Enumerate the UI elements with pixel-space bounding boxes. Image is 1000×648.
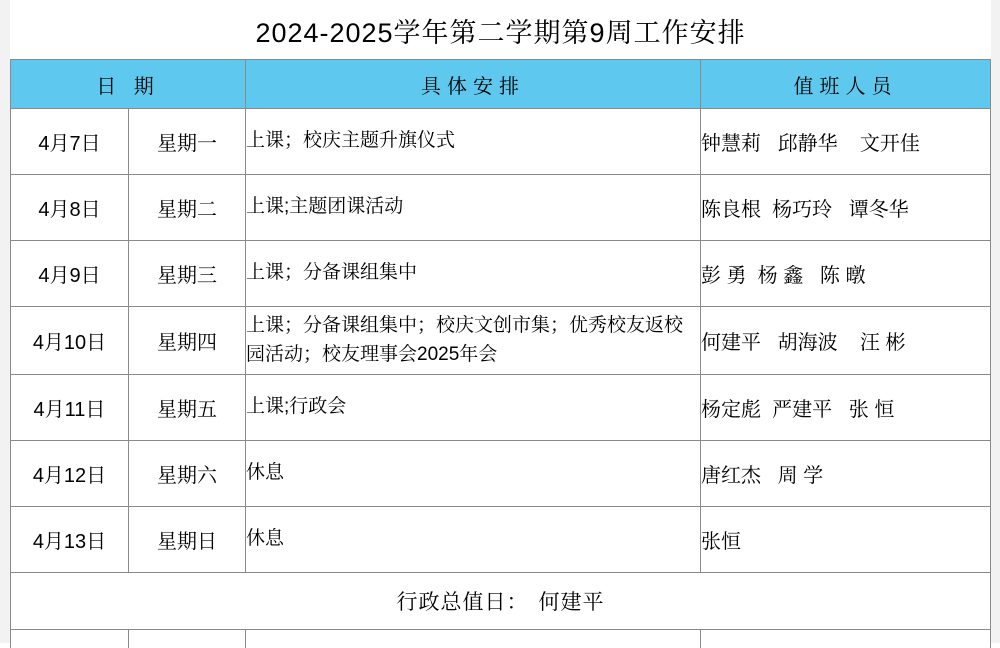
row-staff: 杨定彪 严建平 张 恒: [701, 375, 991, 441]
row-weekday: 星期六: [129, 441, 246, 507]
row-date: 4月10日: [11, 307, 129, 375]
row-weekday: 星期一: [129, 109, 246, 175]
header-row: [11, 60, 991, 109]
row-detail: 休息: [246, 507, 701, 573]
row-weekday: 星期三: [129, 241, 246, 307]
row-staff: 何建平 胡海波 汪 彬: [701, 307, 991, 375]
row-staff: 张恒: [701, 507, 991, 573]
column-header-date: 日 期: [11, 60, 246, 109]
row-staff: 陈良根 杨巧玲 谭冬华: [701, 175, 991, 241]
page-edge-left: [0, 0, 10, 643]
row-staff: 钟慧莉 邱静华 文开佳: [701, 109, 991, 175]
table-row: [11, 375, 991, 441]
row-date: 4月13日: [11, 507, 129, 573]
table-tail-row: [11, 630, 991, 648]
footer-row: [11, 573, 991, 630]
row-staff: 唐红杰 周 学: [701, 441, 991, 507]
row-date: 4月7日: [11, 109, 129, 175]
row-detail: 上课;主题团课活动: [246, 175, 701, 241]
row-detail: 休息: [246, 441, 701, 507]
row-weekday: 星期四: [129, 307, 246, 375]
table-row: [11, 109, 991, 175]
row-weekday: 星期日: [129, 507, 246, 573]
tail-cell: [11, 630, 129, 648]
row-detail: 上课；分备课组集中；校庆文创市集；优秀校友返校园活动；校友理事会2025年会: [246, 307, 701, 375]
worksheet: [10, 0, 990, 643]
row-detail: 上课；校庆主题升旗仪式: [246, 109, 701, 175]
table-row: [11, 507, 991, 573]
column-header-staff: 值班人员: [701, 60, 991, 109]
row-detail: 上课;行政会: [246, 375, 701, 441]
row-detail: 上课；分备课组集中: [246, 241, 701, 307]
row-date: 4月12日: [11, 441, 129, 507]
row-staff: 彭 勇 杨 鑫 陈 暾: [701, 241, 991, 307]
tail-cell: [246, 630, 701, 648]
table-row: [11, 241, 991, 307]
duty-officer-footer: [11, 573, 991, 630]
table-row: [11, 175, 991, 241]
table-row: [11, 307, 991, 375]
page-edge-right: [990, 0, 1000, 643]
work-schedule-table: [10, 0, 991, 648]
tail-cell: [701, 630, 991, 648]
row-date: 4月9日: [11, 241, 129, 307]
duty-officer-label: 行政总值日：: [397, 591, 529, 614]
tail-cell: [129, 630, 246, 648]
title-row: [11, 1, 991, 60]
table-row: [11, 441, 991, 507]
column-header-detail: 具体安排: [246, 60, 701, 109]
row-date: 4月8日: [11, 175, 129, 241]
page-title: 2024-2025学年第二学期第9周工作安排: [11, 1, 991, 60]
duty-officer-name: 何建平: [539, 591, 605, 614]
row-weekday: 星期二: [129, 175, 246, 241]
row-date: 4月11日: [11, 375, 129, 441]
row-weekday: 星期五: [129, 375, 246, 441]
